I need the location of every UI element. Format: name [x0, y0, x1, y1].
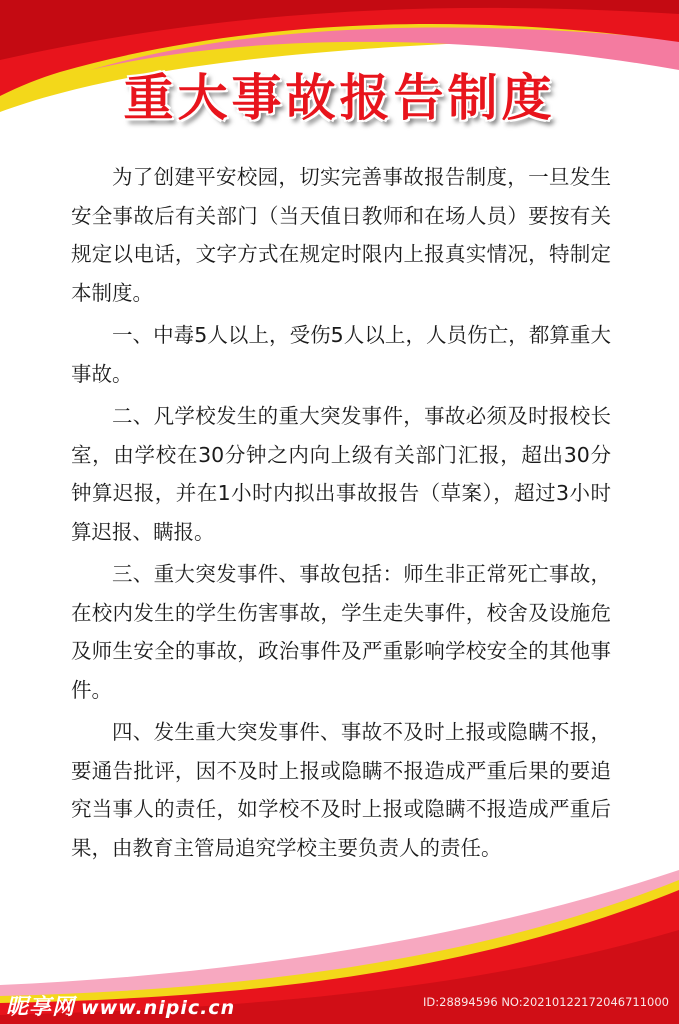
paragraph-item-4: 四、发生重大突发事件、事故不及时上报或隐瞒不报，要通告批评，因不及时上报或隐瞒不报造成严重后果的要追究当事人的责任，如学校不及时上报或隐瞒不报造成严重后果，由教育主管局追究学校主要负责人的责任。 [71, 720, 611, 860]
regulation-body [71, 158, 611, 871]
paragraph-item-1: 一、中毒5人以上，受伤5人以上，人员伤亡，都算重大事故。 [71, 323, 611, 386]
paragraph-item-3: 三、重大突发事件、事故包括：师生非正常死亡事故，在校内发生的学生伤害事故，学生走失事件，校舍及设施危及师生安全的事故，政治事件及严重影响学校安全的其他事件。 [71, 562, 611, 702]
paragraph-intro: 为了创建平安校园，切实完善事故报告制度，一旦发生安全事故后有关部门（当天值日教师和在场人员）要按有关规定以电话，文字方式在规定时限内上报真实情况，特制定本制度。 [71, 165, 611, 305]
paragraph-item-2: 二、凡学校发生的重大突发事件，事故必须及时报校长室，由学校在30分钟之内向上级有关部门汇报，超出30分钟算迟报，并在1小时内拟出事故报告（草案），超过3小时算迟报、瞒报。 [71, 404, 611, 544]
page-title: 重大事故报告制度 [123, 69, 556, 127]
watermark-logo-text: 昵享网 [6, 995, 76, 1020]
watermark-url: www.nipic.cn [81, 997, 236, 1019]
watermark-id: ID:28894596 NO:20210122172046711000 [423, 995, 669, 1009]
watermark-logo [6, 990, 235, 1021]
